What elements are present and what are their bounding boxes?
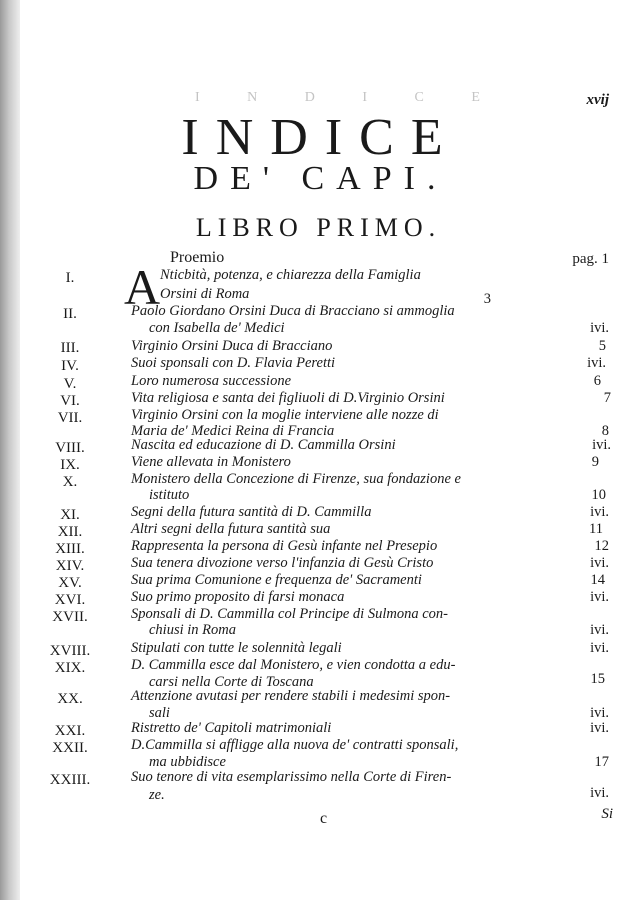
chapter-title-line: carsi nella Corte di Toscana <box>149 674 314 690</box>
chapter-title-line: Segni della futura santità di D. Cammilla <box>131 504 372 520</box>
chapter-page: ivi. <box>590 589 609 605</box>
chapter-number: XIX. <box>54 660 86 676</box>
chapter-number: XV. <box>58 575 82 591</box>
signature-mark: c <box>320 810 328 827</box>
chapter-title-line: D.Cammilla si affligge alla nuova de' contratti sponsali, <box>131 737 459 753</box>
chapter-title-line: Loro numerosa successione <box>131 373 292 389</box>
chapter-page: ivi. <box>587 355 606 371</box>
proemio-page: pag. 1 <box>572 251 609 267</box>
chapter-number: IX. <box>60 457 80 473</box>
chapter-number: XII. <box>57 524 83 540</box>
proemio-label: Proemio <box>170 249 225 266</box>
chapter-number: VII. <box>57 410 83 426</box>
chapter-page: 15 <box>590 671 605 687</box>
chapter-title-line: Suo tenore di vita esemplarissimo nella Corte di Firen- <box>131 769 452 785</box>
chapter-number: XVII. <box>52 609 88 625</box>
chapter-title-line: Attenzione avutasi per rendere stabili i medesimi spon- <box>131 688 451 704</box>
chapter-title-line: Virginio Orsini Duca di Bracciano <box>131 338 333 354</box>
catchword: Si <box>601 806 613 822</box>
chapter-title-line: Stipulati con tutte le solennità legali <box>131 640 342 656</box>
chapter-page: ivi. <box>590 705 609 721</box>
chapter-number: XIII. <box>55 541 85 557</box>
page-number: xvij <box>586 92 609 108</box>
chapter-number: XXI. <box>54 723 86 739</box>
chapter-title-line: Rappresenta la persona di Gesù infante nel Presepio <box>131 538 438 554</box>
chapter-page: 10 <box>591 487 606 503</box>
drop-cap: A <box>124 259 161 315</box>
chapter-number: III. <box>60 340 80 356</box>
chapter-title-line: D. Cammilla esce dal Monistero, e vien condotta a edu- <box>131 657 456 673</box>
chapter-title-line: ze. <box>149 787 165 803</box>
chapter-page: 6 <box>593 373 601 389</box>
chapter-title-line: Sua tenera divozione verso l'infanzia di Gesù Cristo <box>131 555 434 571</box>
chapter-page: 7 <box>603 390 611 406</box>
chapter-page: 8 <box>601 423 609 439</box>
chapter-number: XIV. <box>55 558 85 574</box>
chapter-number: V. <box>63 376 77 392</box>
chapter-title-line: Maria de' Medici Reina di Francia <box>131 423 335 439</box>
chapter-title-line: Nascita ed educazione di D. Cammilla Orsini <box>131 437 396 453</box>
chapter-title-line: ma ubbidisce <box>149 754 226 770</box>
chapter-page: 5 <box>598 338 606 354</box>
chapter-page: ivi. <box>590 555 609 571</box>
chapter-title-line: Orsini di Roma <box>160 286 250 302</box>
chapter-title-line: Monistero della Concezione di Firenze, sua fondazione e <box>131 471 461 487</box>
section-title: LIBRO PRIMO. <box>195 213 442 242</box>
chapter-title-line: chiusi in Roma <box>149 622 236 638</box>
page-title: INDICE <box>181 109 460 166</box>
page-subtitle: DE' CAPI. <box>193 160 448 197</box>
chapter-title-line: Suo primo proposito di farsi monaca <box>131 589 345 605</box>
chapter-number: XVIII. <box>49 643 91 659</box>
chapter-page: ivi. <box>590 504 609 520</box>
chapter-page: ivi. <box>590 622 609 638</box>
chapter-page: 3 <box>483 291 491 307</box>
chapter-page: 11 <box>589 521 603 537</box>
chapter-page: 9 <box>591 454 599 470</box>
chapter-number: II. <box>63 306 77 322</box>
chapter-number: XI. <box>60 507 80 523</box>
chapter-page: 14 <box>590 572 605 588</box>
chapter-number: I. <box>65 270 75 286</box>
chapter-title-line: Viene allevata in Monistero <box>131 454 291 470</box>
chapter-title-line: Sponsali di D. Cammilla col Principe di Sulmona con- <box>131 606 448 622</box>
chapter-number: VIII. <box>55 440 85 456</box>
chapter-page: ivi. <box>590 720 609 736</box>
chapter-number: X. <box>62 474 78 490</box>
chapter-page: ivi. <box>590 640 609 656</box>
chapter-page: ivi. <box>592 437 611 453</box>
chapter-title-line: Altri segni della futura santità sua <box>131 521 331 537</box>
chapter-page: 17 <box>594 754 609 770</box>
chapter-number: XX. <box>57 691 83 707</box>
chapter-title-line: Vita religiosa e santa dei figliuoli di D.Virginio Orsini <box>131 390 445 406</box>
chapter-title-line: Nticbità, potenza, e chiarezza della Famiglia <box>160 267 421 283</box>
chapter-number: VI. <box>60 393 80 409</box>
chapter-title-line: con Isabella de' Medici <box>149 320 285 336</box>
chapter-title-line: Sua prima Comunione e frequenza de' Sacramenti <box>131 572 422 588</box>
chapter-title-line: Suoi sponsali con D. Flavia Peretti <box>131 355 336 371</box>
chapter-page: ivi. <box>590 320 609 336</box>
chapter-title-line: Ristretto de' Capitoli matrimoniali <box>131 720 332 736</box>
chapter-title-line: Virginio Orsini con la moglie interviene alle nozze di <box>131 407 439 423</box>
chapter-number: XXIII. <box>49 772 91 788</box>
chapter-page: 12 <box>594 538 609 554</box>
chapter-title-line: sali <box>149 705 170 721</box>
chapter-number: IV. <box>61 358 79 374</box>
chapter-number: XXII. <box>52 740 88 756</box>
chapter-page: ivi. <box>590 785 609 801</box>
chapter-number: XVI. <box>54 592 86 608</box>
chapter-title-line: istituto <box>149 487 190 503</box>
bleed-through-text: I N D I C E <box>195 90 502 105</box>
chapter-title-line: Paolo Giordano Orsini Duca di Bracciano si ammoglia <box>131 303 455 319</box>
